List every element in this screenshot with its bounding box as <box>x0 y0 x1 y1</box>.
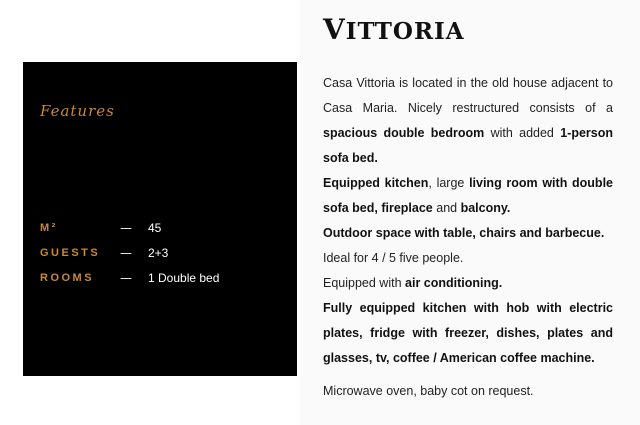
features-heading: Features <box>40 102 115 120</box>
page-title <box>323 13 465 46</box>
desc-text: with added <box>484 126 561 140</box>
title-rest: ITTORIA <box>345 18 465 45</box>
desc-bold: Fully equipped kitchen with hob with electric plates, fridge with freezer, dishes, plates and glasses, tv, coffee / American coffee machine. <box>323 301 613 365</box>
desc-text: , large <box>428 176 470 190</box>
desc-bold: Outdoor space with table, chairs and barbecue. <box>323 226 605 240</box>
spec-label-rooms: ROOMS <box>40 272 95 284</box>
desc-text: Equipped with <box>323 276 406 290</box>
description <box>323 71 613 404</box>
spec-value-rooms: 1 Double bed <box>148 271 220 285</box>
desc-paragraph-outdoor <box>323 221 613 246</box>
desc-bold: air conditioning. <box>405 276 503 290</box>
spec-dash: — <box>120 246 132 260</box>
spec-row-rooms <box>40 268 219 288</box>
desc-paragraph-extras <box>323 379 613 404</box>
desc-paragraph-equipment <box>323 296 613 371</box>
desc-bold: spacious double bedroom <box>323 126 485 140</box>
desc-text: Casa Vittoria is located in the old house adjacent to Casa Maria. Nicely restructured consists of a <box>323 76 613 115</box>
title-first-letter: V <box>323 13 346 46</box>
spec-value-area: 45 <box>148 221 162 235</box>
desc-paragraph-ac <box>323 271 613 296</box>
spec-row-guests <box>40 243 168 263</box>
desc-bold: living room with double sofa bed, fireplace <box>323 176 613 215</box>
spec-dash: — <box>120 271 132 285</box>
desc-text: Microwave oven, baby cot on request. <box>323 384 534 398</box>
desc-text: Ideal for 4 / 5 five people. <box>323 251 464 265</box>
spec-label-guests: GUESTS <box>40 247 101 259</box>
spec-dash: — <box>120 221 132 235</box>
desc-paragraph-intro <box>323 71 613 171</box>
desc-text: and <box>432 201 461 215</box>
desc-paragraph-kitchen <box>323 171 613 221</box>
desc-paragraph-capacity <box>323 246 613 271</box>
spec-row-area <box>40 218 161 238</box>
spec-label-area: M² <box>40 222 58 234</box>
desc-bold: Equipped kitchen <box>323 176 429 190</box>
spec-value-guests: 2+3 <box>148 246 169 260</box>
desc-bold: 1-person sofa bed. <box>323 126 613 165</box>
desc-bold: balcony. <box>460 201 511 215</box>
